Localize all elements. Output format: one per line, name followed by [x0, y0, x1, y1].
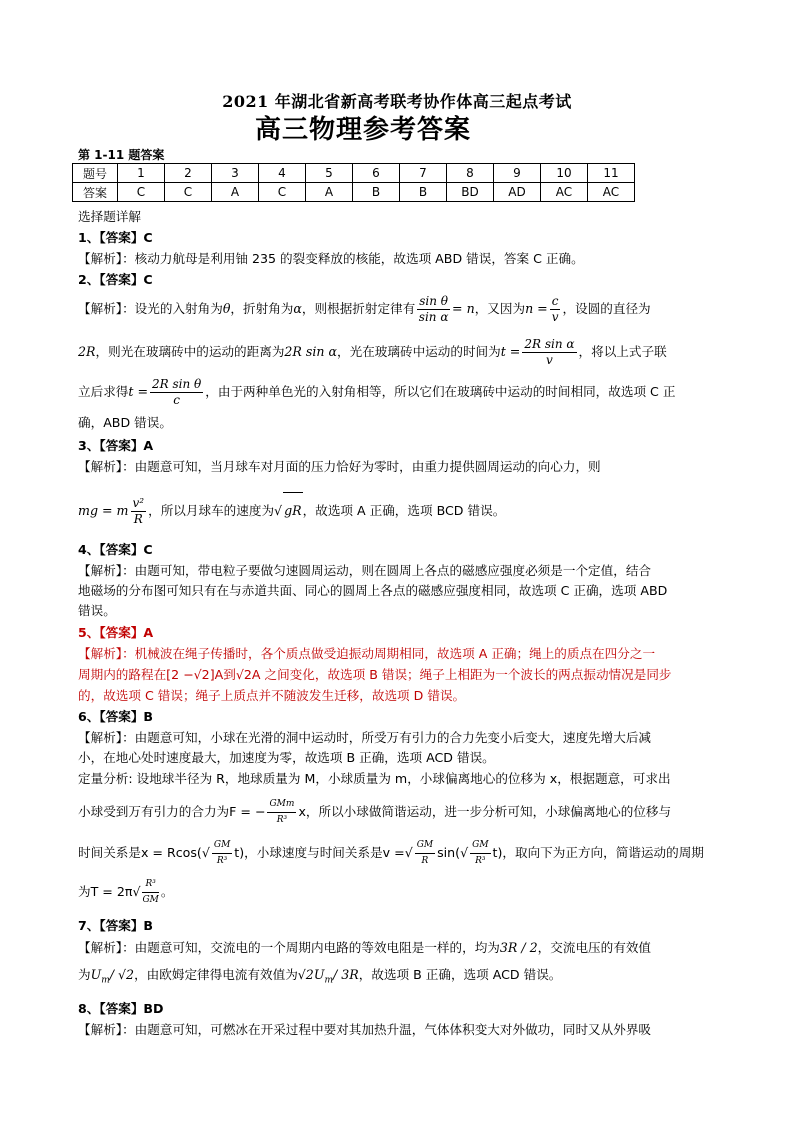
table-cell: AC	[541, 183, 588, 202]
q6-line-5: 时间关系是x = Rcos(√ $\frac{GM}{\text{R³}}$ t)，小球速度与时间关系是v =√ $\frac{GM}{R}$ sin(√ $\frac{GM}{\text{R³}}$ t)，取向下为正方向，简谐运动的周期	[78, 838, 704, 869]
table-cell: 3	[212, 164, 259, 183]
q6-line-4: 小球受到万有引力的合力为F = − $\frac{\text{GMm}}{\text{R³}}$ x，所以小球做简谐运动，进一步分析可知，小球偏离地心的位移与	[78, 797, 671, 828]
q2-line-3: 立后求得t = $\frac{\text{2R sin θ}}{c}$ ，由于两种单色光的入射角相等，所以它们在玻璃砖中运动的时间相同，故选项 C 正	[78, 377, 676, 407]
table-cell: BD	[447, 183, 494, 202]
time-result-fraction: $\frac{\text{2R sin θ}}{c}$	[152, 377, 202, 407]
table-cell: 2	[165, 164, 212, 183]
q8-heading: 8、【答案】BD	[78, 1001, 164, 1016]
omega-fraction-2: $\frac{GM}{\text{R³}}$	[472, 840, 489, 866]
q2-heading: 2、【答案】C	[78, 272, 153, 287]
table-cell: C	[259, 183, 306, 202]
q7-line-2: 为$U_m/$ √2，由欧姆定律得电流有效值为$√2U_m/$ 3R，故选项 B 正确，选项 ACD 错误。	[78, 967, 562, 986]
index-fraction: $\frac{c}{v}$	[551, 294, 559, 324]
table-cell: AD	[494, 183, 541, 202]
table-cell: AC	[588, 183, 635, 202]
q3-heading: 3、【答案】A	[78, 438, 154, 453]
q5-heading: 5、【答案】A	[78, 625, 154, 640]
q6-heading: 6、【答案】B	[78, 709, 154, 724]
q4-line-2: 地磁场的分布图可知只有在与赤道共面、同心的圆周上各点的磁感应强度相同，故选项 C 正确，选项 ABD	[78, 583, 668, 598]
q7-line-1: 【解析】：由题意可知，交流电的一个周期内电路的等效电阻是一样的，均为3R / 2，交流电压的有效值	[78, 940, 651, 955]
table-cell: 7	[400, 164, 447, 183]
q5-line-3: 的，故选项 C 错误；绳子上质点并不随波发生迁移，故选项 D 错误。	[78, 688, 466, 703]
answer-table-caption: 第 1-11 题答案	[78, 148, 165, 162]
q2-line-1: 【解析】：设光的入射角为θ，折射角为α，则根据折射定律有 $\frac{\text{sin θ}}{\text{sin α}}$ = n，又因为n = $\frac{c}{v}$ ，设圆的直径为	[78, 294, 651, 324]
table-cell: 11	[588, 164, 635, 183]
table-cell: A	[212, 183, 259, 202]
q1-explanation: 【解析】：核动力航母是利用铀 235 的裂变释放的核能，故选项 ABD 错误，答案 C 正确。	[78, 251, 584, 266]
q2-line-2: 2R，则光在玻璃砖中的运动的距离为2R sin α，光在玻璃砖中运动的时间为t = $\frac{\text{2R sin α}}{v}$ ，将以上式子联	[78, 337, 667, 367]
q3-line-1: 【解析】：由题意可知，当月球车对月面的压力恰好为零时，由重力提供圆周运动的向心力，则	[78, 459, 601, 474]
q6-line-1: 【解析】：由题意可知，小球在光滑的洞中运动时，所受万有引力的合力先变小后变大，速度先增大后减	[78, 730, 652, 745]
q2-line-4: 确，ABD 错误。	[78, 415, 172, 430]
table-cell: 10	[541, 164, 588, 183]
table-cell: C	[118, 183, 165, 202]
centripetal-fraction: $\frac{\text{v²}}{R}$	[132, 496, 145, 526]
table-cell: B	[400, 183, 447, 202]
q6-line-2: 小，在地心处时速度最大，加速度为零，故选项 B 正确，选项 ACD 错误。	[78, 750, 495, 765]
table-cell: 6	[353, 164, 400, 183]
answer-table	[72, 163, 635, 202]
q8-line-1: 【解析】：由题意可知，可燃冰在开采过程中要对其加热升温，气体体积变大对外做功，同时又从外界吸	[78, 1022, 652, 1037]
table-header-cell: 答案	[73, 183, 118, 202]
q4-heading: 4、【答案】C	[78, 542, 153, 557]
q4-line-3: 错误。	[78, 603, 116, 618]
snell-fraction: $\frac{\text{sin θ}}{\text{sin α}}$	[418, 294, 449, 324]
q4-line-1: 【解析】：由题可知，带电粒子要做匀速圆周运动，则在圆周上各点的磁感应强度必须是一个定值，结合	[78, 563, 652, 578]
q3-line-2: mg = m $\frac{\text{v²}}{R}$ ，所以月球车的速度为√ gR，故选项 A 正确，选项 BCD 错误。	[78, 492, 505, 529]
table-cell: 9	[494, 164, 541, 183]
answer-table-answer-row	[73, 183, 635, 202]
document-subtitle: 高三物理参考答案	[255, 115, 472, 145]
table-cell: 4	[259, 164, 306, 183]
force-fraction: $\frac{\text{GMm}}{\text{R³}}$	[269, 799, 295, 825]
table-header-cell: 题号	[73, 164, 118, 183]
table-cell: 8	[447, 164, 494, 183]
time-fraction: $\frac{\text{2R sin α}}{v}$	[524, 337, 575, 367]
section-title: 选择题详解	[78, 209, 141, 224]
table-cell: C	[165, 183, 212, 202]
period-fraction: $\frac{\text{R³}}{GM}$	[142, 879, 159, 905]
velocity-fraction: $\frac{GM}{R}$	[416, 840, 434, 866]
q6-line-3: 定量分析: 设地球半径为 R，地球质量为 M，小球质量为 m，小球偏离地心的位移为 x，根据题意，可求出	[78, 771, 671, 786]
q7-heading: 7、【答案】B	[78, 918, 154, 933]
q5-line-1: 【解析】：机械波在绳子传播时，各个质点做受迫振动周期相同，故选项 A 正确；绳上的质点在四分之一	[78, 646, 656, 661]
q1-heading: 1、【答案】C	[78, 230, 153, 245]
q5-line-2: 周期内的路程在[2 −√2]A到√2A 之间变化，故选项 B 错误；绳子上相距为一个波长的两点振动情况是同步	[78, 667, 672, 682]
answer-table-number-row	[73, 164, 635, 183]
omega-fraction-1: $\frac{GM}{\text{R³}}$	[213, 840, 231, 866]
table-cell: 1	[118, 164, 165, 183]
table-cell: A	[306, 183, 353, 202]
document-title: 2021 年湖北省新高考联考协作体高三起点考试	[222, 92, 572, 111]
table-cell: B	[353, 183, 400, 202]
q6-line-6: 为T = 2π√ $\frac{\text{R³}}{GM}$ 。	[78, 877, 173, 908]
table-cell: 5	[306, 164, 353, 183]
